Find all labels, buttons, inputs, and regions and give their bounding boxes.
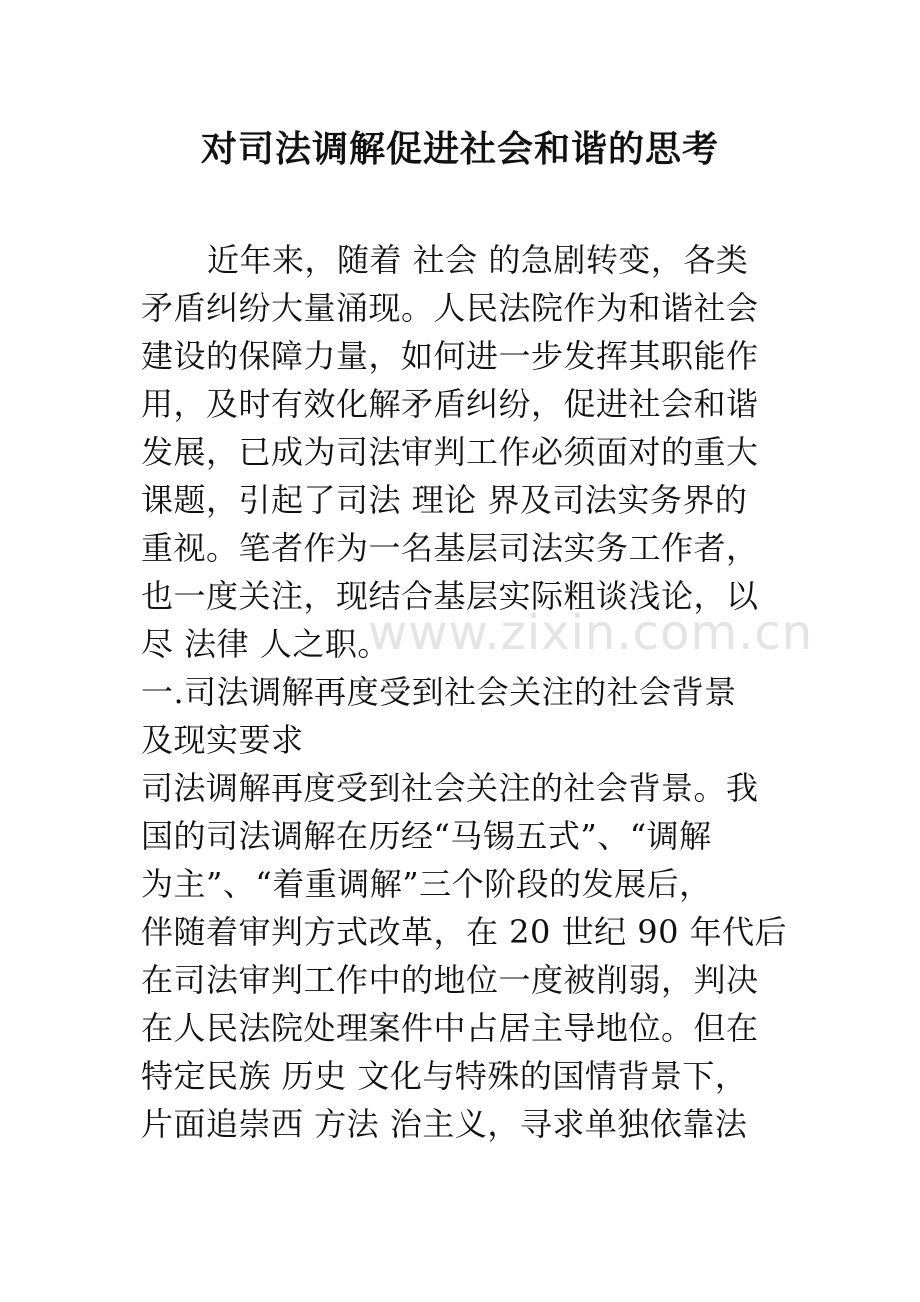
document-title: 对司法调解促进社会和谐的思考: [200, 129, 719, 170]
paragraph-line: 也一度关注，现结合基层实际粗谈浅论，以: [141, 577, 759, 615]
paragraph-line: 特定民族 历史 文化与特殊的国情背景下，: [141, 1057, 748, 1095]
paragraph-line: 课题，引起了司法 理论 界及司法实务界的: [141, 481, 748, 519]
paragraph-line: 司法调解再度受到社会关注的社会背景。我: [141, 769, 759, 807]
paragraph-line: 在人民法院处理案件中占居主导地位。但在: [141, 1009, 759, 1047]
paragraph-line: 用，及时有效化解矛盾纠纷，促进社会和谐: [141, 385, 759, 423]
paragraph-line: 片面追崇西 方法 治主义，寻求单独依靠法: [141, 1105, 748, 1143]
paragraph-line: 发展，已成为司法审判工作必须面对的重大: [141, 433, 759, 471]
paragraph-line: 近年来，随着 社会 的急剧转变，各类: [207, 241, 749, 279]
section-heading: 一.司法调解再度受到社会关注的社会背景: [141, 673, 737, 711]
paragraph-line: 为主”、“着重调解”三个阶段的发展后，: [141, 865, 712, 903]
paragraph-line: 在司法审判工作中的地位一度被削弱，判决: [141, 961, 759, 999]
paragraph-line: 国的司法调解在历经“马锡五式”、“调解: [141, 817, 712, 855]
section-heading: 及现实要求: [141, 721, 304, 759]
paragraph-line: 矛盾纠纷大量涌现。人民法院作为和谐社会: [141, 289, 759, 327]
paragraph-line: 尽 法律 人之职。: [141, 625, 390, 663]
paragraph-line: 重视。笔者作为一名基层司法实务工作者，: [141, 529, 759, 567]
paragraph-line: 伴随着审判方式改革，在 20 世纪 90 年代后: [141, 913, 788, 951]
paragraph-line: 建设的保障力量，如何进一步发挥其职能作: [141, 337, 759, 375]
watermark: www.zixin.com.cn: [368, 605, 814, 661]
